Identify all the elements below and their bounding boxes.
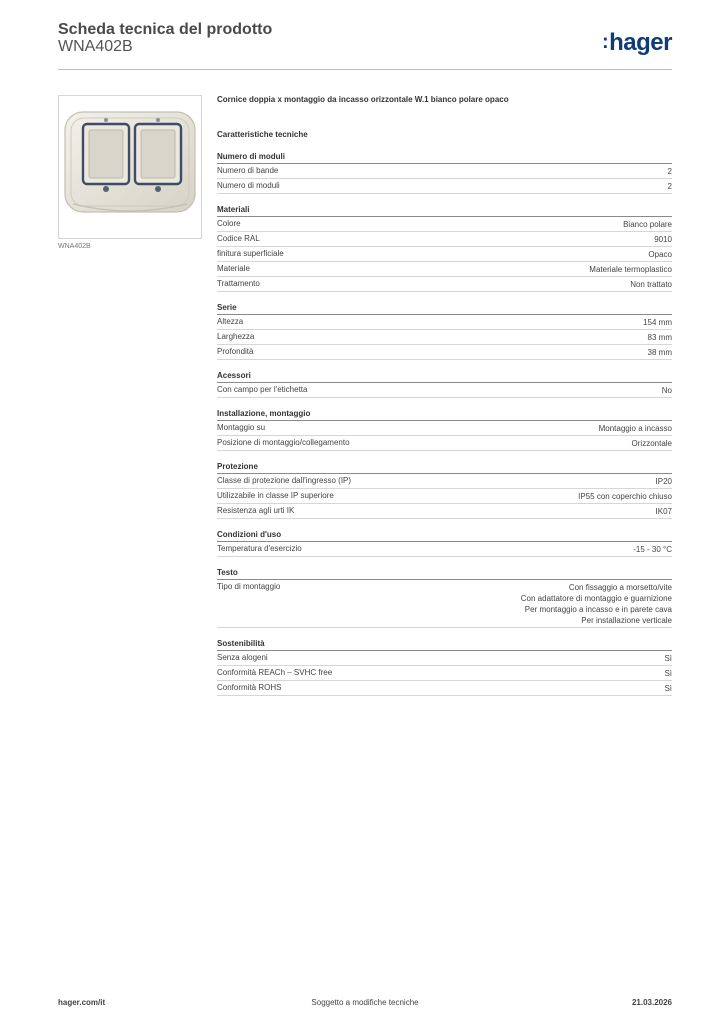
section-title: Numero di moduli: [217, 151, 672, 164]
spec-row: [217, 277, 672, 292]
spec-row: [217, 681, 672, 696]
page-header: [58, 21, 672, 70]
spec-value: [664, 666, 672, 680]
spec-value-line: Con adattatore di montaggio e guarnizione: [520, 594, 672, 603]
spec-value: [578, 489, 672, 503]
section-title: Testo: [217, 567, 672, 580]
section-title: Acessori: [217, 370, 672, 383]
document-title: Scheda tecnica del prodotto: [58, 21, 273, 38]
spec-row: [217, 383, 672, 398]
spec-value-line: No: [661, 386, 672, 395]
spec-row: [217, 666, 672, 681]
spec-row: [217, 315, 672, 330]
spec-row: [217, 262, 672, 277]
product-image: [58, 95, 202, 239]
spec-label: Tipo di montaggio: [217, 582, 281, 591]
spec-row: [217, 421, 672, 436]
spec-label: Colore: [217, 219, 241, 228]
spec-value-line: 38 mm: [647, 348, 672, 357]
spec-row: [217, 330, 672, 345]
section-title: Condizioni d'uso: [217, 529, 672, 542]
spec-value-line: Per montaggio a incasso e in parete cava: [524, 605, 672, 614]
spec-row: [217, 247, 672, 262]
spec-value-line: -15 - 30 °C: [633, 545, 672, 554]
page-footer: [58, 998, 672, 1010]
spec-label: Trattamento: [217, 279, 260, 288]
spec-value-line: 2: [667, 182, 672, 191]
spec-section: [217, 370, 672, 398]
spec-value: [648, 247, 672, 261]
spec-row: [217, 164, 672, 179]
spec-label: Profondità: [217, 347, 254, 356]
spec-value-line: Montaggio a incasso: [598, 424, 672, 433]
spec-value: [632, 436, 672, 450]
spec-label: finitura superficiale: [217, 249, 284, 258]
spec-label: Conformità ROHS: [217, 683, 282, 692]
spec-section: [217, 302, 672, 360]
footer-note: Soggetto a modifiche tecniche: [311, 998, 419, 1007]
section-title: Serie: [217, 302, 672, 315]
spec-value: [668, 179, 672, 193]
spec-row: [217, 474, 672, 489]
spec-content: [217, 95, 672, 706]
product-image-caption: WNA402B: [58, 243, 91, 250]
spec-section: [217, 204, 672, 292]
footer-website: hager.com/it: [58, 998, 106, 1007]
spec-section: [217, 461, 672, 519]
product-code: WNA402B: [58, 38, 133, 55]
spec-row: [217, 232, 672, 247]
spec-label: Montaggio su: [217, 423, 266, 432]
spec-value: [648, 330, 672, 344]
spec-label: Posizione di montaggio/collegamento: [217, 438, 350, 447]
spec-value: [521, 580, 672, 627]
spec-label: Codice RAL: [217, 234, 260, 243]
spec-value-line: 83 mm: [647, 333, 672, 342]
section-title: Materiali: [217, 204, 672, 217]
spec-sections: [217, 151, 672, 696]
spec-label: Con campo per l'etichetta: [217, 385, 308, 394]
spec-value-line: Sì: [664, 684, 672, 693]
spec-label: Resistenza agli urti IK: [217, 506, 295, 515]
spec-value: [643, 315, 672, 329]
spec-value-line: 154 mm: [643, 318, 672, 327]
spec-value-line: Orizzontale: [631, 439, 672, 448]
spec-value-line: IP20: [655, 477, 672, 486]
spec-value: [664, 651, 672, 665]
spec-label: Utilizzabile in classe IP superiore: [217, 491, 334, 500]
spec-row: [217, 542, 672, 557]
spec-value-line: Non trattato: [630, 280, 672, 289]
spec-section: [217, 529, 672, 557]
spec-value-line: IP55 con coperchio chiuso: [578, 492, 672, 501]
spec-label: Temperatura d'esercizio: [217, 544, 302, 553]
spec-section: [217, 638, 672, 696]
spec-value: [656, 504, 672, 518]
section-title: Installazione, montaggio: [217, 408, 672, 421]
product-description: Cornice doppia x montaggio da incasso orizzontale W.1 bianco polare opaco: [217, 95, 509, 104]
spec-value: [662, 383, 672, 397]
spec-label: Larghezza: [217, 332, 255, 341]
double-frame-illustration: [59, 96, 201, 238]
spec-row: [217, 651, 672, 666]
spec-value-line: Sì: [664, 654, 672, 663]
spec-row: [217, 580, 672, 628]
spec-section: [217, 408, 672, 451]
spec-value-line: Materiale termoplastico: [589, 265, 672, 274]
spec-value-line: IK07: [655, 507, 672, 516]
spec-label: Materiale: [217, 264, 250, 273]
spec-row: [217, 345, 672, 360]
spec-value: [654, 232, 672, 246]
spec-value: [623, 217, 672, 231]
spec-value: [656, 474, 672, 488]
spec-row: [217, 436, 672, 451]
spec-value: [630, 277, 672, 291]
spec-label: Altezza: [217, 317, 244, 326]
tech-characteristics-heading: Caratteristiche tecniche: [217, 130, 308, 139]
spec-value: [599, 421, 672, 435]
spec-value: [589, 262, 672, 276]
spec-section: [217, 151, 672, 194]
spec-row: [217, 489, 672, 504]
spec-section: [217, 567, 672, 628]
spec-value: [668, 164, 672, 178]
hager-logo: :hager: [601, 29, 672, 56]
spec-value-line: Con fissaggio a morsetto/vite: [568, 583, 672, 592]
spec-value-line: Bianco polare: [623, 220, 672, 229]
spec-row: [217, 504, 672, 519]
spec-value-line: Sì: [664, 669, 672, 678]
spec-label: Numero di bande: [217, 166, 279, 175]
spec-value-line: Opaco: [648, 250, 672, 259]
section-title: Sostenibilità: [217, 638, 672, 651]
spec-value: [648, 345, 672, 359]
spec-value: [664, 681, 672, 695]
spec-label: Classe di protezione dall'ingresso (IP): [217, 476, 352, 485]
spec-value: [633, 542, 672, 556]
spec-label: Senza alogeni: [217, 653, 268, 662]
spec-row: [217, 179, 672, 194]
spec-label: Conformità REACh – SVHC free: [217, 668, 333, 677]
footer-date: 21.03.2026: [631, 998, 672, 1007]
spec-value-line: 2: [667, 167, 672, 176]
spec-label: Numero di moduli: [217, 181, 280, 190]
spec-row: [217, 217, 672, 232]
spec-value-line: Per installazione verticale: [581, 616, 672, 625]
spec-value-line: 9010: [654, 235, 672, 244]
section-title: Protezione: [217, 461, 672, 474]
